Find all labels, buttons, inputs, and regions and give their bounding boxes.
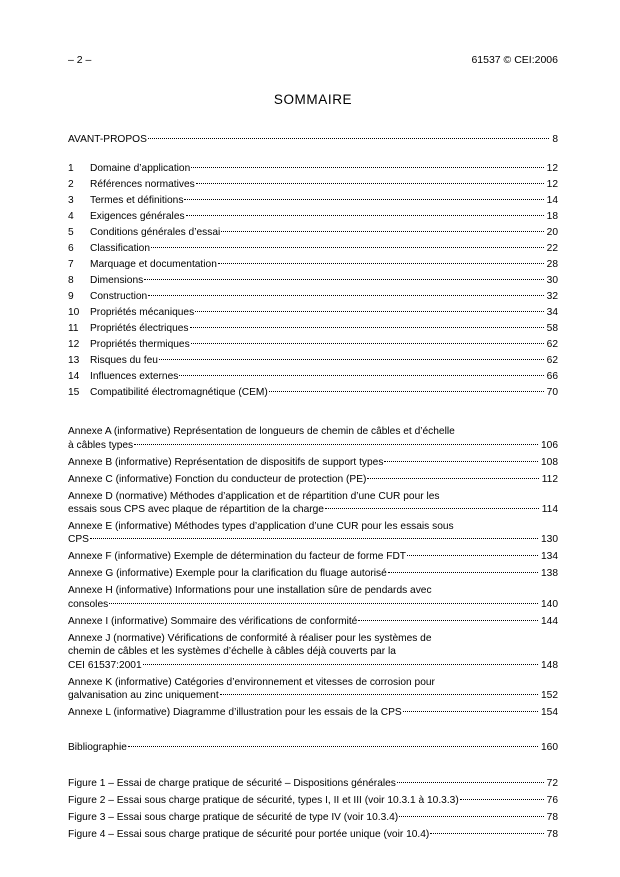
toc-entry-figure[interactable] bbox=[68, 811, 558, 824]
annex-page: 152 bbox=[541, 689, 558, 701]
clause-number: 1 bbox=[68, 163, 74, 175]
toc-entry-annex[interactable] bbox=[68, 456, 558, 469]
bibliography-page: 160 bbox=[541, 742, 558, 754]
annex-page: 134 bbox=[541, 551, 558, 563]
leader-dots bbox=[399, 815, 544, 817]
annex-label-line: Annexe L (informative) Diagramme d’illustration pour les essais de la CPS bbox=[68, 706, 402, 718]
toc-entry-foreword[interactable] bbox=[68, 133, 558, 146]
figure-label: Figure 3 – Essai sous charge pratique de sécurité de type IV (voir 10.3.4) bbox=[68, 811, 399, 823]
clause-label: Termes et définitions bbox=[90, 195, 184, 207]
annex-page: 140 bbox=[541, 598, 558, 610]
toc-entry-clause[interactable] bbox=[68, 178, 558, 191]
annex-label-line: Annexe C (informative) Fonction du conducteur de protection (PE) bbox=[68, 473, 367, 485]
toc-entry-annex[interactable] bbox=[68, 615, 558, 628]
clause-page: 18 bbox=[546, 211, 558, 223]
clause-page: 32 bbox=[546, 291, 558, 303]
leader-dots bbox=[407, 554, 538, 556]
annex-label-line: Annexe K (informative) Catégories d’environnement et vitesses de corrosion pour bbox=[68, 676, 435, 688]
clause-number: 5 bbox=[68, 227, 74, 239]
leader-dots bbox=[460, 798, 544, 800]
clause-label: Risques du feu bbox=[90, 354, 158, 366]
toc-entry-clause[interactable] bbox=[68, 258, 558, 271]
clause-label: Influences externes bbox=[90, 370, 179, 382]
clause-page: 20 bbox=[546, 227, 558, 239]
toc-entry-clause[interactable] bbox=[68, 306, 558, 319]
annex-page: 130 bbox=[541, 534, 558, 546]
annex-label-line: Annexe G (informative) Exemple pour la clarification du fluage autorisé bbox=[68, 568, 387, 580]
clause-number: 14 bbox=[68, 370, 80, 382]
leader-dots bbox=[325, 507, 539, 509]
figure-list bbox=[68, 777, 558, 841]
toc-entry-clause[interactable] bbox=[68, 162, 558, 175]
leader-dots bbox=[190, 326, 544, 328]
clause-number: 8 bbox=[68, 275, 74, 287]
annex-page: 114 bbox=[541, 504, 558, 516]
toc-entry-clause[interactable] bbox=[68, 354, 558, 367]
leader-dots bbox=[148, 294, 543, 296]
annex-label-line: Annexe J (normative) Vérifications de conformité à réaliser pour les systèmes de bbox=[68, 632, 432, 644]
table-of-contents bbox=[68, 133, 558, 841]
annex-label-line: consoles bbox=[68, 598, 109, 610]
leader-dots bbox=[179, 374, 543, 376]
toc-entry-annex[interactable] bbox=[68, 550, 558, 563]
header-page-number: – 2 – bbox=[68, 54, 92, 66]
toc-entry-clause[interactable] bbox=[68, 210, 558, 223]
annex-label-line: Annexe I (informative) Sommaire des vérifications de conformité bbox=[68, 615, 358, 627]
page-header bbox=[68, 54, 558, 66]
annex-label-line: CEI 61537:2001 bbox=[68, 659, 142, 671]
figure-page: 78 bbox=[546, 828, 558, 840]
annex-page: 108 bbox=[541, 456, 558, 468]
figure-label: Figure 2 – Essai sous charge pratique de sécurité, types I, II et III (voir 10.3.1 à 10.3.3) bbox=[68, 794, 459, 806]
toc-entry-annex[interactable] bbox=[68, 567, 558, 580]
clause-label: Propriétés thermiques bbox=[90, 338, 190, 350]
clause-label: Marquage et documentation bbox=[90, 259, 217, 271]
clause-label: Domaine d’application bbox=[90, 163, 191, 175]
clause-number: 3 bbox=[68, 195, 74, 207]
toc-entry-annex[interactable] bbox=[68, 520, 558, 547]
leader-dots bbox=[218, 262, 544, 264]
clause-page: 58 bbox=[546, 322, 558, 334]
clause-number: 6 bbox=[68, 243, 74, 255]
leader-dots bbox=[186, 214, 544, 216]
annex-label-line: Annexe H (informative) Informations pour une installation sûre de pendards avec bbox=[68, 585, 432, 597]
toc-entry-clause[interactable] bbox=[68, 290, 558, 303]
leader-dots bbox=[184, 198, 543, 200]
toc-entry-bibliography[interactable] bbox=[68, 741, 558, 754]
toc-entry-clause[interactable] bbox=[68, 370, 558, 383]
annex-page: 154 bbox=[541, 706, 558, 718]
clause-label: Classification bbox=[90, 243, 151, 255]
annex-list bbox=[68, 425, 558, 719]
annex-page: 144 bbox=[541, 615, 558, 627]
clause-page: 62 bbox=[546, 338, 558, 350]
clause-number: 13 bbox=[68, 354, 80, 366]
toc-entry-figure[interactable] bbox=[68, 828, 558, 841]
toc-entry-clause[interactable] bbox=[68, 242, 558, 255]
clause-number: 4 bbox=[68, 211, 74, 223]
page-title: SOMMAIRE bbox=[273, 92, 353, 107]
figure-page: 76 bbox=[546, 794, 558, 806]
clause-list bbox=[68, 162, 558, 399]
toc-entry-annex[interactable] bbox=[68, 490, 558, 517]
leader-dots bbox=[196, 182, 544, 184]
toc-entry-clause[interactable] bbox=[68, 338, 558, 351]
leader-dots bbox=[430, 832, 543, 834]
annex-label-line: chemin de câbles et les systèmes d’échelle à câbles déjà couverts par la bbox=[68, 646, 396, 658]
bibliography-entry-wrapper bbox=[68, 741, 558, 754]
leader-dots bbox=[388, 571, 538, 573]
annex-label-line: Annexe E (informative) Méthodes types d’application d’une CUR pour les essais sous bbox=[68, 520, 454, 532]
figure-label: Figure 1 – Essai de charge pratique de sécurité – Dispositions générales bbox=[68, 777, 396, 789]
annex-page: 148 bbox=[541, 659, 558, 671]
toc-entry-clause[interactable] bbox=[68, 194, 558, 207]
annex-label-line: galvanisation au zinc uniquement bbox=[68, 689, 219, 701]
leader-dots bbox=[159, 358, 544, 360]
leader-dots bbox=[403, 710, 538, 712]
clause-label: Conditions générales d’essai bbox=[90, 227, 221, 239]
bibliography-label: Bibliographie bbox=[68, 742, 127, 754]
leader-dots bbox=[195, 310, 543, 312]
header-doc-reference: 61537 © CEI:2006 bbox=[471, 54, 558, 66]
clause-number: 11 bbox=[68, 322, 79, 334]
toc-entry-annex[interactable] bbox=[68, 584, 558, 611]
clause-number: 12 bbox=[68, 338, 80, 350]
toc-entry-clause[interactable] bbox=[68, 322, 558, 335]
leader-dots bbox=[221, 230, 543, 232]
leader-dots bbox=[143, 663, 538, 665]
clause-label: Propriétés électriques bbox=[90, 322, 189, 334]
leader-dots bbox=[358, 619, 538, 621]
leader-dots bbox=[220, 693, 538, 695]
figure-page: 78 bbox=[546, 811, 558, 823]
toc-entry-annex[interactable] bbox=[68, 425, 558, 452]
annex-label-line: essais sous CPS avec plaque de répartition de la charge bbox=[68, 504, 324, 516]
clause-number: 10 bbox=[68, 307, 80, 319]
toc-entry-clause[interactable] bbox=[68, 386, 558, 399]
clause-page: 12 bbox=[546, 179, 558, 191]
toc-entry-clause[interactable] bbox=[68, 226, 558, 239]
clause-number: 2 bbox=[68, 179, 74, 191]
annex-page: 112 bbox=[541, 473, 558, 485]
clause-page: 70 bbox=[546, 386, 558, 398]
toc-entry-annex[interactable] bbox=[68, 632, 558, 672]
annex-label-line: Annexe F (informative) Exemple de détermination du facteur de forme FDT bbox=[68, 551, 407, 563]
figure-label: Figure 4 – Essai sous charge pratique de sécurité pour portée unique (voir 10.4) bbox=[68, 828, 430, 840]
leader-dots bbox=[191, 342, 544, 344]
annex-label-line: CPS bbox=[68, 534, 89, 546]
toc-entry-annex[interactable] bbox=[68, 473, 558, 486]
leader-dots bbox=[148, 137, 549, 139]
leader-dots bbox=[90, 537, 538, 539]
annex-page: 138 bbox=[541, 568, 558, 580]
toc-entry-figure[interactable] bbox=[68, 777, 558, 790]
clause-label: Références normatives bbox=[90, 179, 195, 191]
clause-page: 28 bbox=[546, 259, 558, 271]
annex-label-line: Annexe D (normative) Méthodes d’application et de répartition d’une CUR pour les bbox=[68, 490, 440, 502]
clause-number: 15 bbox=[68, 386, 80, 398]
annex-page: 106 bbox=[541, 439, 558, 451]
leader-dots bbox=[269, 390, 544, 392]
clause-number: 7 bbox=[68, 259, 74, 271]
leader-dots bbox=[128, 745, 538, 747]
clause-number: 9 bbox=[68, 291, 74, 303]
leader-dots bbox=[134, 443, 538, 445]
leader-dots bbox=[367, 477, 538, 479]
annex-label-line: à câbles types bbox=[68, 439, 134, 451]
figure-page: 72 bbox=[546, 777, 558, 789]
toc-entry-page: 8 bbox=[552, 134, 558, 145]
toc-entry-figure[interactable] bbox=[68, 794, 558, 807]
clause-page: 30 bbox=[546, 275, 558, 287]
leader-dots bbox=[191, 166, 543, 168]
clause-page: 12 bbox=[546, 163, 558, 175]
clause-label: Exigences générales bbox=[90, 211, 185, 223]
toc-entry-annex[interactable] bbox=[68, 706, 558, 719]
toc-entry-clause[interactable] bbox=[68, 274, 558, 287]
clause-page: 66 bbox=[546, 370, 558, 382]
annex-label-line: Annexe A (informative) Représentation de longueurs de chemin de câbles et d’échelle bbox=[68, 426, 455, 438]
clause-label: Dimensions bbox=[90, 275, 144, 287]
clause-page: 62 bbox=[546, 354, 558, 366]
clause-label: Propriétés mécaniques bbox=[90, 307, 195, 319]
leader-dots bbox=[397, 781, 544, 783]
toc-entry-annex[interactable] bbox=[68, 676, 558, 703]
leader-dots bbox=[151, 246, 544, 248]
leader-dots bbox=[109, 602, 538, 604]
annex-label-line: Annexe B (informative) Représentation de dispositifs de support types bbox=[68, 456, 384, 468]
leader-dots bbox=[144, 278, 543, 280]
leader-dots bbox=[384, 460, 538, 462]
clause-page: 34 bbox=[546, 307, 558, 319]
toc-entry-label: AVANT-PROPOS bbox=[68, 134, 147, 145]
clause-page: 22 bbox=[546, 243, 558, 255]
clause-label: Compatibilité électromagnétique (CEM) bbox=[90, 386, 268, 398]
clause-page: 14 bbox=[546, 195, 558, 207]
clause-label: Construction bbox=[90, 291, 148, 303]
